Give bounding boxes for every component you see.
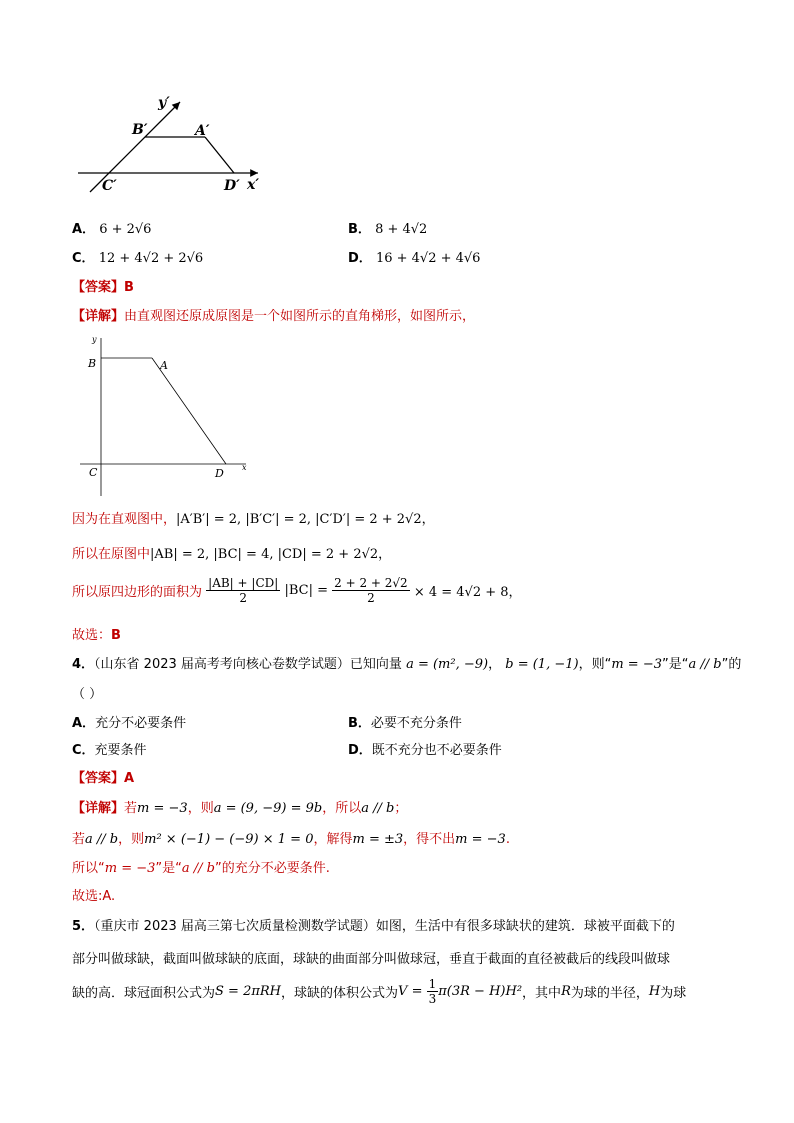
detail-math: m² × (−1) − (−9) × 1 = 0 xyxy=(144,832,314,847)
detail-text: ”的充分不必要条件. xyxy=(215,861,330,876)
detail-text: ”是“ xyxy=(155,861,182,876)
q4-conclusion: 故选:A. xyxy=(72,889,116,904)
stem-text: ”是“ xyxy=(661,657,689,672)
volume-formula-rhs: π(3R − H)H² xyxy=(438,984,523,999)
label-b: B xyxy=(88,357,97,370)
q5-line2: 部分叫做球缺，截面叫做球缺的底面，球缺的曲面部分叫做球冠，垂直于截面的直径被截后的线段叫做球 xyxy=(72,952,671,967)
label-y: y xyxy=(92,335,97,344)
detail-math: a = (9, −9) = 9b xyxy=(213,801,323,816)
detail-math: m = −3 xyxy=(104,861,156,876)
stem-text: ，其中 xyxy=(522,986,562,1001)
fraction-num: 2 + 2 + 2√2 xyxy=(334,576,408,590)
option-value: 6 + 2√6 xyxy=(99,222,152,237)
line-text: 所以在原图中 xyxy=(72,547,151,562)
q4-answer xyxy=(72,767,134,786)
option-label: C． xyxy=(72,251,95,266)
answer-value: A xyxy=(124,771,135,786)
detail-math: a // b xyxy=(361,801,395,816)
answer-tag: 【答案】 xyxy=(72,280,125,295)
detail-math: a // b xyxy=(181,861,215,876)
line-text: 所以原四边形的面积为 xyxy=(72,585,203,600)
stem-text: ， xyxy=(488,657,502,672)
parallel: a // b xyxy=(688,657,722,672)
stem-text: ，则“ xyxy=(578,657,612,672)
fraction-2 xyxy=(332,576,410,605)
fraction-1 xyxy=(206,576,280,605)
detail-text: ，则 xyxy=(118,832,145,847)
conclusion-value: B xyxy=(111,628,121,643)
q3-detail xyxy=(72,305,475,324)
q4-option-d xyxy=(348,739,502,758)
detail-tag: 【详解】 xyxy=(72,309,125,324)
stem-text: 缺的高．球冠面积公式为 xyxy=(72,986,216,1001)
edge-a-d xyxy=(205,137,234,173)
option-label: C． xyxy=(72,743,95,758)
var-h: H xyxy=(648,984,661,999)
fraction-den: 2 xyxy=(239,591,248,605)
vector-b: b = (1, −1) xyxy=(505,657,579,672)
q3-option-a xyxy=(72,218,151,237)
q3-line2 xyxy=(72,543,391,562)
edge-a-d xyxy=(152,358,226,464)
label-a-prime: A′ xyxy=(195,123,210,139)
q3-answer xyxy=(72,276,134,295)
option-label: A． xyxy=(72,716,96,731)
question-number: 4． xyxy=(72,657,95,672)
label-x-prime: x′ xyxy=(247,177,260,193)
detail-math: m = −3 xyxy=(137,801,188,816)
question-source: （重庆市 2023 届高三第七次质量检测数学试题） xyxy=(94,919,376,934)
detail-text: ，解得 xyxy=(313,832,353,847)
detail-text: ； xyxy=(394,801,408,816)
detail-text: 若 xyxy=(72,832,86,847)
fraction-den: 2 xyxy=(367,591,375,605)
option-label: A． xyxy=(72,222,96,237)
label-c-prime: C′ xyxy=(102,178,117,194)
q4-detail-line1 xyxy=(72,797,407,816)
q4-blank: （ ） xyxy=(72,687,103,702)
option-value: 8 + 4√2 xyxy=(375,222,428,237)
stem-text: ，球缺的体积公式为 xyxy=(281,986,399,1001)
line-math: |A′B′| = 2, |B′C′| = 2, |C′D′| = 2 + 2√2， xyxy=(176,512,435,527)
stem-text: 为球的半径， xyxy=(570,986,649,1001)
detail-math: m = −3 xyxy=(455,832,506,847)
fraction-den: 3 xyxy=(428,992,437,1006)
volume-formula-lhs: V = xyxy=(398,984,423,999)
detail-text: ，则 xyxy=(187,801,214,816)
line-math: × 4 = 4√2 + 8， xyxy=(413,585,522,600)
fraction-num: |AB| + |CD| xyxy=(208,576,279,590)
q4-option-a xyxy=(72,712,186,731)
answer-value: B xyxy=(124,280,134,295)
fraction-num: 1 xyxy=(428,977,437,991)
detail-intro: 由直观图还原成原图是一个如图所示的直角梯形，如图所示， xyxy=(124,309,476,324)
var-r: R xyxy=(561,984,571,999)
q4-stem xyxy=(72,653,741,672)
option-value: 12 + 4√2 + 2√6 xyxy=(98,251,204,266)
q3-option-b xyxy=(348,218,427,237)
q5-line1 xyxy=(72,915,675,934)
question-number: 5． xyxy=(72,919,95,934)
q4-option-b xyxy=(348,712,462,731)
label-d: D xyxy=(215,467,224,480)
line-text: 因为在直观图中， xyxy=(72,512,177,527)
q3-option-c xyxy=(72,247,203,266)
option-value: 16 + 4√2 + 4√6 xyxy=(375,251,481,266)
stem-text: 如图，生活中有很多球缺状的建筑．球被平面截下的 xyxy=(375,919,675,934)
answer-tag: 【答案】 xyxy=(72,771,125,786)
label-b-prime: B′ xyxy=(132,122,148,138)
stem-text: 已知向量 xyxy=(349,657,402,672)
q5-line3 xyxy=(72,977,686,1006)
detail-text: ，所以 xyxy=(322,801,362,816)
label-c: C xyxy=(89,466,98,479)
condition: m = −3 xyxy=(611,657,662,672)
q4-option-c xyxy=(72,739,147,758)
stem-text: 为球 xyxy=(660,986,687,1001)
detail-text: 若 xyxy=(124,801,138,816)
line-math: |BC| = xyxy=(284,583,328,598)
detail-tag: 【详解】 xyxy=(72,801,125,816)
detail-text: . xyxy=(505,832,510,847)
label-x: x xyxy=(242,463,247,472)
conclusion-tag: 故选： xyxy=(72,628,112,643)
line-math: |AB| = 2, |BC| = 4, |CD| = 2 + 2√2， xyxy=(150,547,392,562)
q3-conclusion xyxy=(72,624,121,643)
original-figure xyxy=(80,330,260,498)
question-source: （山东省 2023 届高考考向核心卷数学试题） xyxy=(94,657,350,672)
option-label: D． xyxy=(348,251,372,266)
cap-area-formula: S = 2πRH xyxy=(215,984,282,999)
detail-math: a // b xyxy=(85,832,119,847)
detail-text: ，得不出 xyxy=(403,832,456,847)
option-label: D． xyxy=(348,743,372,758)
label-d-prime: D′ xyxy=(224,178,240,194)
option-value: 充分不必要条件 xyxy=(95,716,187,731)
stem-text: ”的 xyxy=(721,657,742,672)
option-label: B． xyxy=(348,716,371,731)
detail-text: 所以“ xyxy=(72,861,105,876)
q3-option-d xyxy=(348,247,480,266)
fraction xyxy=(427,977,439,1006)
q3-line3 xyxy=(72,576,522,605)
option-value: 充要条件 xyxy=(94,743,147,758)
option-value: 必要不充分条件 xyxy=(370,716,462,731)
option-label: B． xyxy=(348,222,371,237)
option-value: 既不充分也不必要条件 xyxy=(371,743,502,758)
q3-line1 xyxy=(72,508,435,527)
vector-a: a = (m², −9) xyxy=(406,657,489,672)
detail-math: m = ±3 xyxy=(352,832,404,847)
label-a: A xyxy=(160,359,168,372)
oblique-figure xyxy=(70,92,270,202)
q4-detail-line2 xyxy=(72,828,510,847)
q4-detail-line3 xyxy=(72,857,330,876)
label-y-prime: y′ xyxy=(158,95,170,111)
